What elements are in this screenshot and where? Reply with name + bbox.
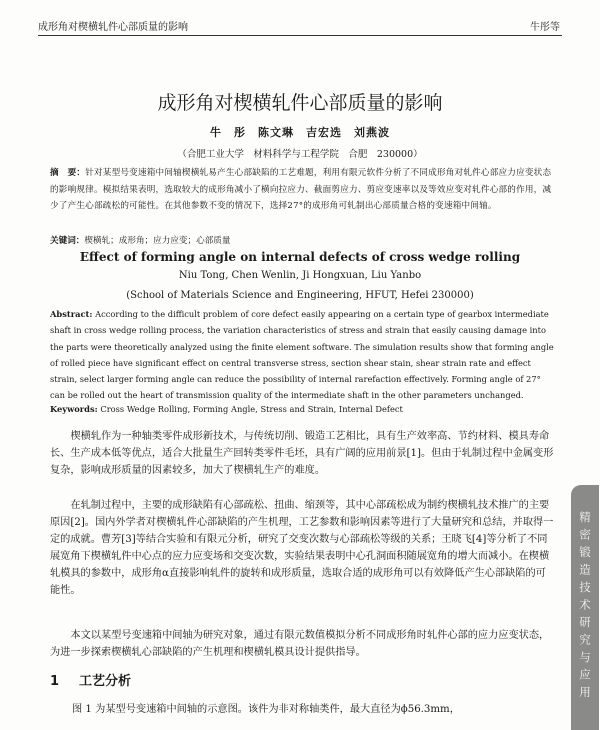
abstract-en-text: According to the difficult problem of core defect easily appearing on a certain type of gearbox intermediate shaft in cross wedge rolling process, the variation characteristics of stress and strain that easily causing damage into the parts were theoretically analyzed using the finite element software. The simulation results show that forming angle of rolled piece have significant effect on central transverse stress, section shear stain, shear strain rate and effect strain, select larger forming angle can reduce the possibility of internal rarefaction effectively. Forming angle of 27° can be rolled out the heart of transmission quality of the intermediate shaft in the other parameters unchanged. <box>50 309 554 401</box>
abstract-cn-text: 针对某型号变速箱中间轴楔横轧易产生心部缺陷的工艺难题，利用有限元软件分析了不同成形角对轧件心部应力应变状态的影响规律。模拟结果表明，选取较大的成形角减小了横向拉应力、截面剪应力、剪应变速率以及等效应变对轧件心部的作用，减少了产生心部疏松的可能性。在其他参数不变的情况下，选择27°的成形角可轧制出心部质量合格的变速箱中间轴。 <box>50 168 552 211</box>
side-section-tab-label: 精密锻造技术研究与应用 <box>578 511 592 704</box>
section-number: 1 <box>50 674 60 689</box>
abstract-en-label: Abstract: <box>50 309 93 319</box>
body-paragraph-1: 楔横轧作为一种轴类零件成形新技术，与传统切削、锻造工艺相比，具有生产效率高、节约材料、模具寿命长、生产成本低等优点，适合大批量生产回转类零件毛坯，具有广阔的应用前景[1]。但由于轧制过程中金属变形复杂，影响成形质量的因素较多，加大了楔横轧生产的难度。 <box>50 431 554 476</box>
keywords-en-label: Keywords: <box>50 404 98 414</box>
affiliation-cn: （合肥工业大学 材料科学与工程学院 合肥 230000） <box>177 149 423 160</box>
keywords-en <box>50 404 403 414</box>
abstract-cn <box>50 165 555 215</box>
body-paragraph-3: 本文以某型号变速箱中间轴为研究对象，通过有限元数值模拟分析不同成形角时轧件心部的应力应变状态，为进一步探索楔横轧心部缺陷的产生机理和楔横轧模具设计提供指导。 <box>50 630 550 658</box>
authors-en: Niu Tong, Chen Wenlin, Ji Hongxuan, Liu Yanbo <box>178 270 422 281</box>
paper-title-en: Effect of forming angle on internal defects of cross wedge rolling <box>79 250 521 264</box>
abstract-cn-label: 摘 要： <box>50 168 86 178</box>
keywords-cn-label: 关键词： <box>50 236 85 246</box>
header-rule <box>38 35 562 36</box>
keywords-en-text: Cross Wedge Rolling, Forming Angle, Stress and Strain, Internal Defect <box>100 404 403 414</box>
keywords-cn <box>50 234 231 246</box>
abstract-en <box>50 306 558 404</box>
authors-cn: 牛 彤 陈文琳 吉宏选 刘燕波 <box>210 126 390 139</box>
side-section-tab <box>571 485 599 730</box>
running-header-authors: 牛彤等 <box>530 22 560 33</box>
keywords-cn-text: 楔横轧；成形角；应力应变；心部质量 <box>84 236 231 246</box>
section-title: 工艺分析 <box>79 674 132 689</box>
body-paragraph-2: 在轧制过程中，主要的成形缺陷有心部疏松、扭曲、缩颈等，其中心部疏松成为制约楔横轧技术推广的主要原因[2]。国内外学者对楔横轧件心部缺陷的产生机理，工艺参数和影响因素等进行了大量研究和总结，并取得一定的成就。曹芳[3]等结合实验和有限元分析，研究了交变次数与心部疏松等级的关系；王晓飞[4]等分析了不同展宽角下楔横轧件中心点的应力应变场和交变次数，实验结果表明中心孔洞面积随展宽角的增大而减小。在楔横轧模具的参数中，成形角α直接影响轧件的旋转和成形质量，选取合适的成形角可以有效降低产生心部缺陷的可能性。 <box>50 500 554 596</box>
paper-title-cn: 成形角对楔横轧件心部质量的影响 <box>157 92 443 114</box>
body-line-figure-1: 图 1 为某型号变速箱中间轴的示意图。该件为非对称轴类件，最大直径为ϕ56.3mm， <box>72 704 460 715</box>
affiliation-en: (School of Materials Science and Engineering, HFUT, Hefei 230000) <box>126 290 474 301</box>
section-heading <box>50 670 131 689</box>
running-header-title: 成形角对楔横轧件心部质量的影响 <box>38 22 188 33</box>
